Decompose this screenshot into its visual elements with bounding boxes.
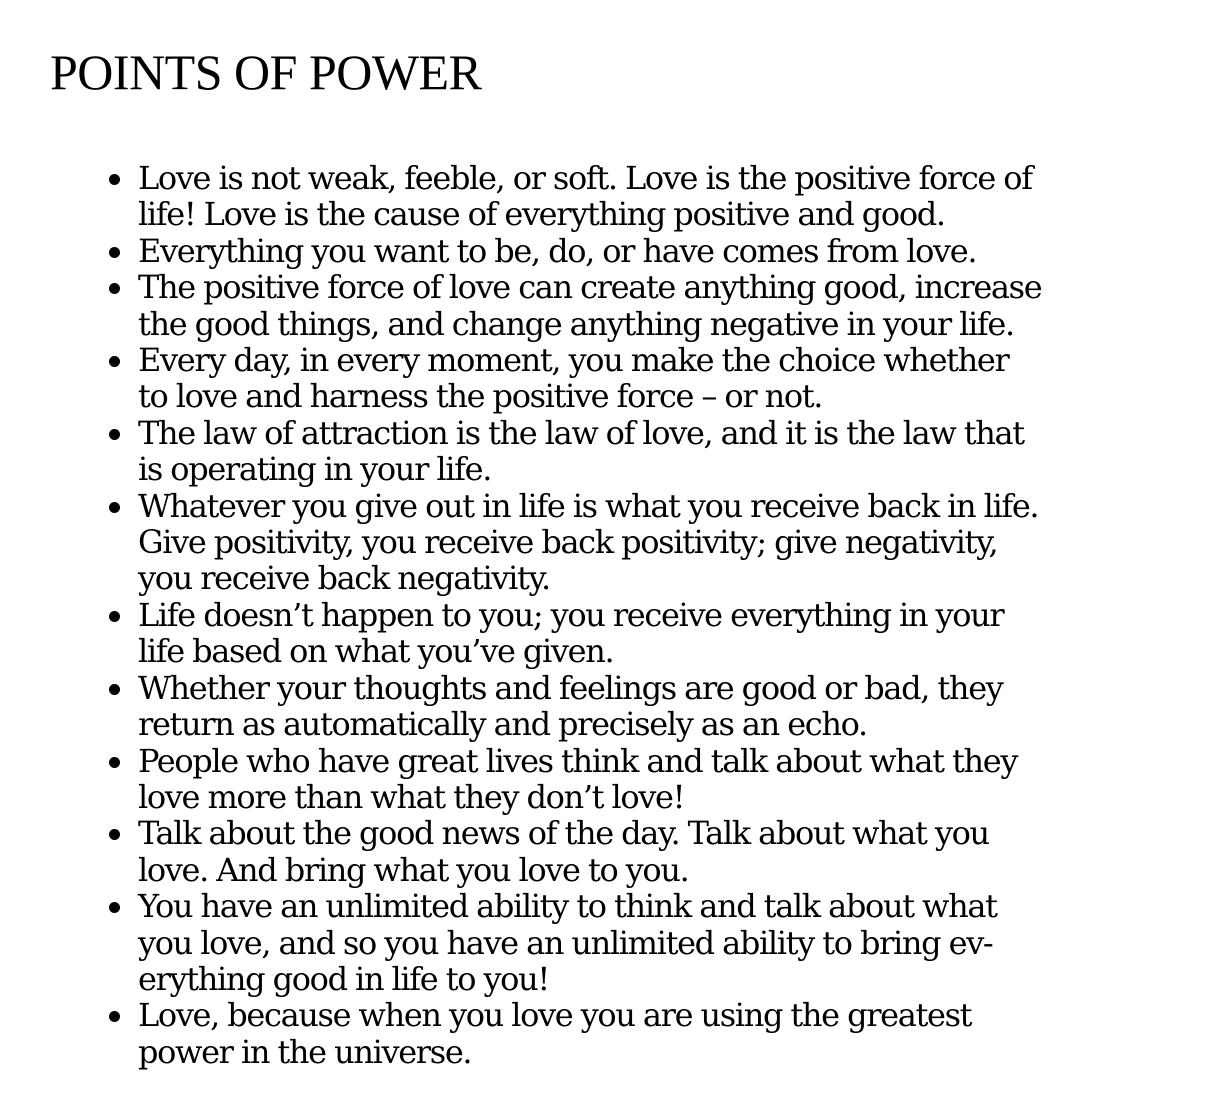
list-item-line: The law of attraction is the law of love, and it is the law that: [138, 413, 1024, 452]
list-item: [138, 160, 1173, 233]
list-item-line: Everything you want to be, do, or have comes from love.: [138, 231, 977, 270]
bullet-icon: [109, 356, 120, 367]
list-item: [138, 743, 1173, 816]
list-item-line: Give positivity, you receive back positivity; give negativity,: [138, 523, 998, 562]
list-item-line: Whether your thoughts and feelings are good or bad, they: [138, 668, 1003, 707]
list-item-line: erything good in life to you!: [138, 959, 549, 998]
list-item-line: life based on what you’ve given.: [138, 632, 614, 671]
bullet-icon: [109, 684, 120, 695]
bullet-icon: [109, 174, 120, 185]
page-title: POINTS OF POWER: [50, 44, 482, 100]
list-item-line: Talk about the good news of the day. Talk about what you: [138, 814, 989, 853]
list-item: [138, 415, 1173, 488]
bullet-icon: [109, 429, 120, 440]
list-item-line: The positive force of love can create anything good, increase: [138, 268, 1042, 307]
list-item-line: life! Love is the cause of everything positive and good.: [138, 195, 945, 234]
bullet-icon: [109, 829, 120, 840]
list-item: [138, 888, 1173, 997]
list-item-line: Life doesn’t happen to you; you receive everything in your: [138, 595, 1004, 634]
list-item-line: love. And bring what you love to you.: [138, 850, 689, 889]
list-item-line: You have an unlimited ability to think and talk about what: [138, 887, 997, 926]
list-item-line: Love is not weak, feeble, or soft. Love is the positive force of: [138, 159, 1032, 197]
list-item-line: return as automatically and precisely as an echo.: [138, 705, 867, 744]
list-item-line: Whatever you give out in life is what you receive back in life.: [138, 486, 1039, 525]
list-item: [138, 269, 1173, 342]
bullet-icon: [109, 611, 120, 622]
list-item-line: is operating in your life.: [138, 450, 492, 489]
list-item-line: to love and harness the positive force – or not.: [138, 377, 823, 416]
list-item-line: People who have great lives think and talk about what they: [138, 741, 1018, 780]
list-item: [138, 670, 1173, 743]
bullet-icon: [109, 1011, 120, 1022]
list-item: [138, 815, 1173, 888]
list-item-line: power in the universe.: [138, 1032, 472, 1071]
list-item-line: you receive back negativity.: [138, 559, 550, 598]
bullet-icon: [109, 502, 120, 513]
list-item: [138, 488, 1173, 597]
bullet-icon: [109, 757, 120, 768]
list-item: [138, 233, 1173, 269]
list-item-line: Love, because when you love you are using the greatest: [138, 996, 972, 1035]
list-item-line: the good things, and change anything negative in your life.: [138, 304, 1014, 343]
bullet-icon: [109, 902, 120, 913]
points-list: [138, 160, 1173, 1070]
bullet-icon: [109, 283, 120, 294]
bullet-icon: [109, 247, 120, 258]
list-item-line: you love, and so you have an unlimited ability to bring ev-: [138, 923, 993, 962]
list-item: [138, 597, 1173, 670]
list-item-line: love more than what they don’t love!: [138, 777, 685, 816]
list-item-line: Every day, in every moment, you make the choice whether: [138, 341, 1009, 380]
list-item: [138, 997, 1173, 1070]
list-item: [138, 342, 1173, 415]
